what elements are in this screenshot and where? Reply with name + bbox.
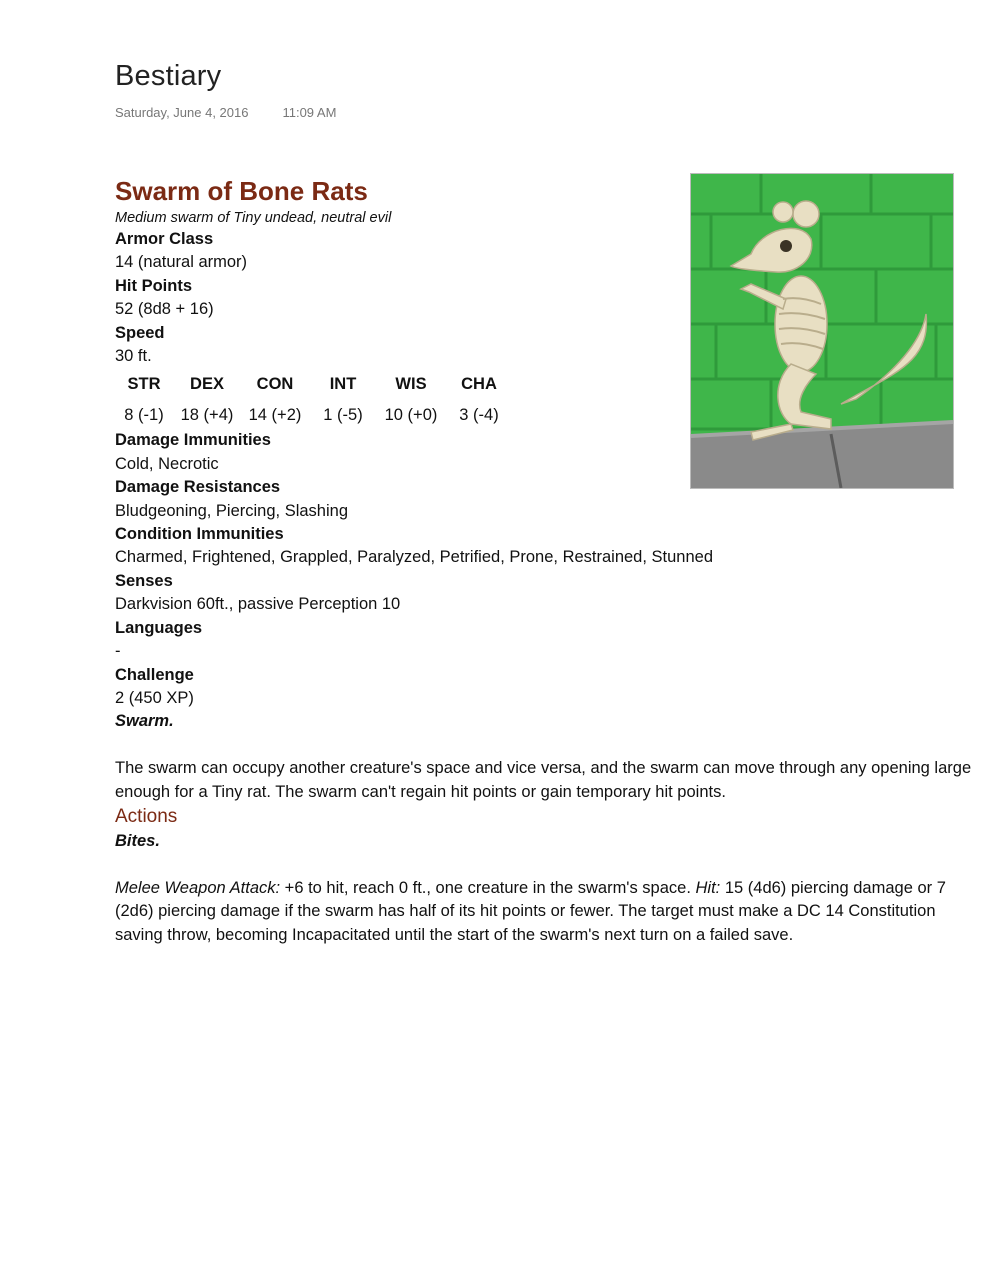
ability-value: 18 (+4): [180, 406, 234, 425]
ability-value: 1 (-5): [323, 406, 363, 425]
ability-name: DEX: [190, 375, 224, 394]
action-hit-label: Hit:: [695, 878, 721, 897]
skeleton-rat-illustration: [690, 173, 954, 489]
speed-label: Speed: [115, 323, 165, 342]
condition-immunities-value: Charmed, Frightened, Grappled, Paralyzed, Petrified, Prone, Restrained, Stunned: [115, 548, 713, 567]
spacer: [115, 853, 977, 876]
ability-name: CHA: [461, 375, 497, 394]
page-date: Saturday, June 4, 2016: [115, 105, 249, 120]
actions-heading: Actions: [115, 805, 178, 827]
hit-points-value: 52 (8d8 + 16): [115, 300, 214, 319]
ability-wis: [377, 372, 445, 427]
armor-class-value: 14 (natural armor): [115, 253, 248, 272]
senses-label: Senses: [115, 571, 173, 590]
damage-immunities-label: Damage Immunities: [115, 431, 271, 450]
ability-cha: [445, 372, 513, 427]
action-attack-text: +6 to hit, reach 0 ft., one creature in the swarm's space.: [280, 878, 696, 897]
spacer: [115, 734, 977, 757]
ability-int: [309, 372, 377, 427]
ability-name: CON: [256, 375, 294, 394]
action-attack-type: Melee Weapon Attack:: [115, 878, 281, 897]
ability-name: WIS: [395, 375, 427, 394]
ability-name: INT: [329, 375, 357, 394]
action-name: Bites.: [115, 831, 160, 850]
challenge-value: 2 (450 XP): [115, 688, 194, 707]
challenge-label: Challenge: [115, 665, 194, 684]
action-text: [115, 877, 977, 947]
ability-dex: [173, 372, 241, 427]
monster-name: Swarm of Bone Rats: [115, 176, 368, 206]
ability-value: 14 (+2): [248, 406, 302, 425]
languages-label: Languages: [115, 618, 203, 637]
trait-text: The swarm can occupy another creature's space and vice versa, and the swarm can move through any opening large enough for a Tiny rat. The swarm can't regain hit points or gain temporary hit points.: [115, 759, 972, 801]
damage-resistances-value: Bludgeoning, Piercing, Slashing: [115, 501, 348, 520]
monster-subtitle: Medium swarm of Tiny undead, neutral evil: [115, 210, 392, 226]
page-time: 11:09 AM: [282, 105, 337, 120]
action-hit-text: 15 (4d6) piercing damage or 7 (2d6) piercing damage if the swarm has half of its hit points or fewer. The target must make a DC 14 Constitution saving throw, becoming Incapacitated until the start of the swarm's next turn on a failed save.: [115, 878, 946, 944]
page-meta: [115, 105, 336, 120]
trait-name: Swarm.: [115, 712, 174, 731]
ability-name: STR: [127, 375, 161, 394]
armor-class-label: Armor Class: [115, 230, 214, 248]
ability-value: 8 (-1): [124, 406, 164, 425]
ability-value: 3 (-4): [459, 406, 499, 425]
damage-resistances-label: Damage Resistances: [115, 478, 281, 497]
ability-value: 10 (+0): [384, 406, 438, 425]
senses-value: Darkvision 60ft., passive Perception 10: [115, 595, 401, 614]
languages-value: -: [115, 642, 121, 661]
page-title: Bestiary: [115, 60, 222, 92]
ability-str: [115, 372, 173, 427]
hit-points-label: Hit Points: [115, 276, 192, 295]
speed-value: 30 ft.: [115, 347, 152, 366]
damage-immunities-value: Cold, Necrotic: [115, 454, 219, 473]
condition-immunities-label: Condition Immunities: [115, 525, 284, 544]
ability-con: [241, 372, 309, 427]
